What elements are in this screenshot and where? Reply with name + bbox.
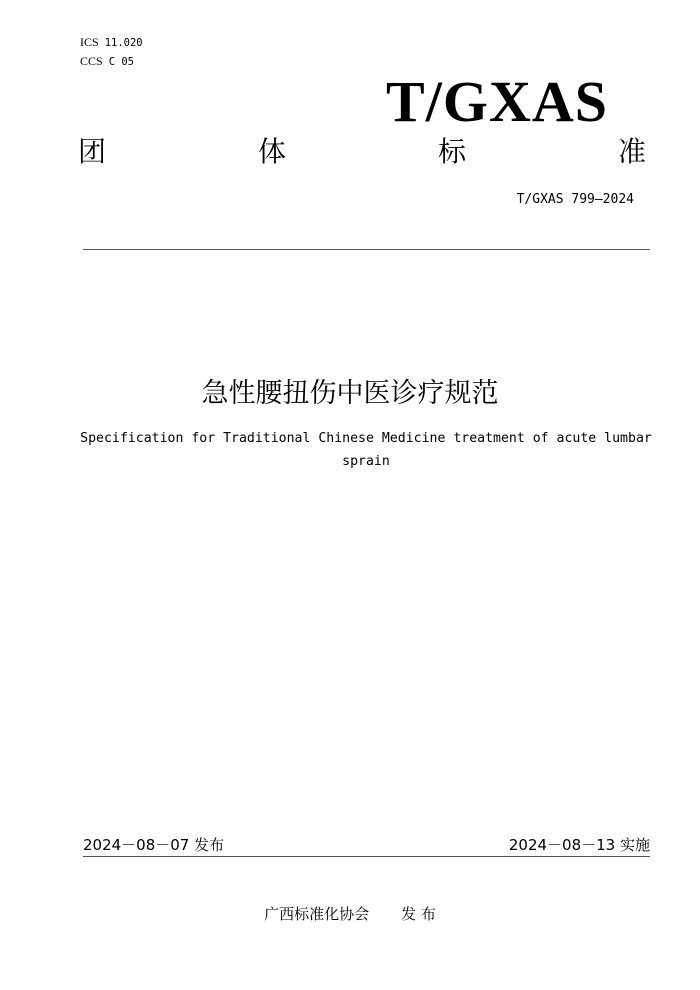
implement-date: 2024－08－13 实施 bbox=[508, 836, 650, 854]
standard-type-char: 体 bbox=[257, 135, 286, 168]
publisher-action: 发 布 bbox=[401, 905, 436, 923]
ics-value: 11.020 bbox=[104, 37, 143, 49]
publisher-org: 广西标准化协会 bbox=[264, 905, 370, 923]
ccs-label: CCS bbox=[80, 54, 103, 68]
title-english: Specification for Traditional Chinese Medicine treatment of acute lumbar sprain bbox=[80, 431, 652, 469]
title-chinese: 急性腰扭伤中医诊疗规范 bbox=[201, 378, 499, 409]
header-divider bbox=[83, 249, 650, 250]
ics-label: ICS bbox=[80, 35, 99, 49]
ccs-value: C 05 bbox=[108, 56, 134, 68]
classification-codes bbox=[80, 33, 143, 71]
ccs-code bbox=[80, 52, 143, 71]
footer-divider bbox=[83, 856, 650, 857]
publisher bbox=[0, 903, 700, 924]
standard-number: T/GXAS 799—2024 bbox=[516, 192, 634, 207]
standard-logo: T/GXAS bbox=[386, 69, 608, 134]
ics-code bbox=[80, 33, 143, 52]
publish-date: 2024－08－07 发布 bbox=[83, 836, 225, 854]
standard-type-char: 准 bbox=[617, 135, 646, 168]
standard-type-char: 团 bbox=[78, 135, 107, 168]
standard-type bbox=[78, 134, 646, 170]
standard-type-char: 标 bbox=[437, 135, 466, 168]
